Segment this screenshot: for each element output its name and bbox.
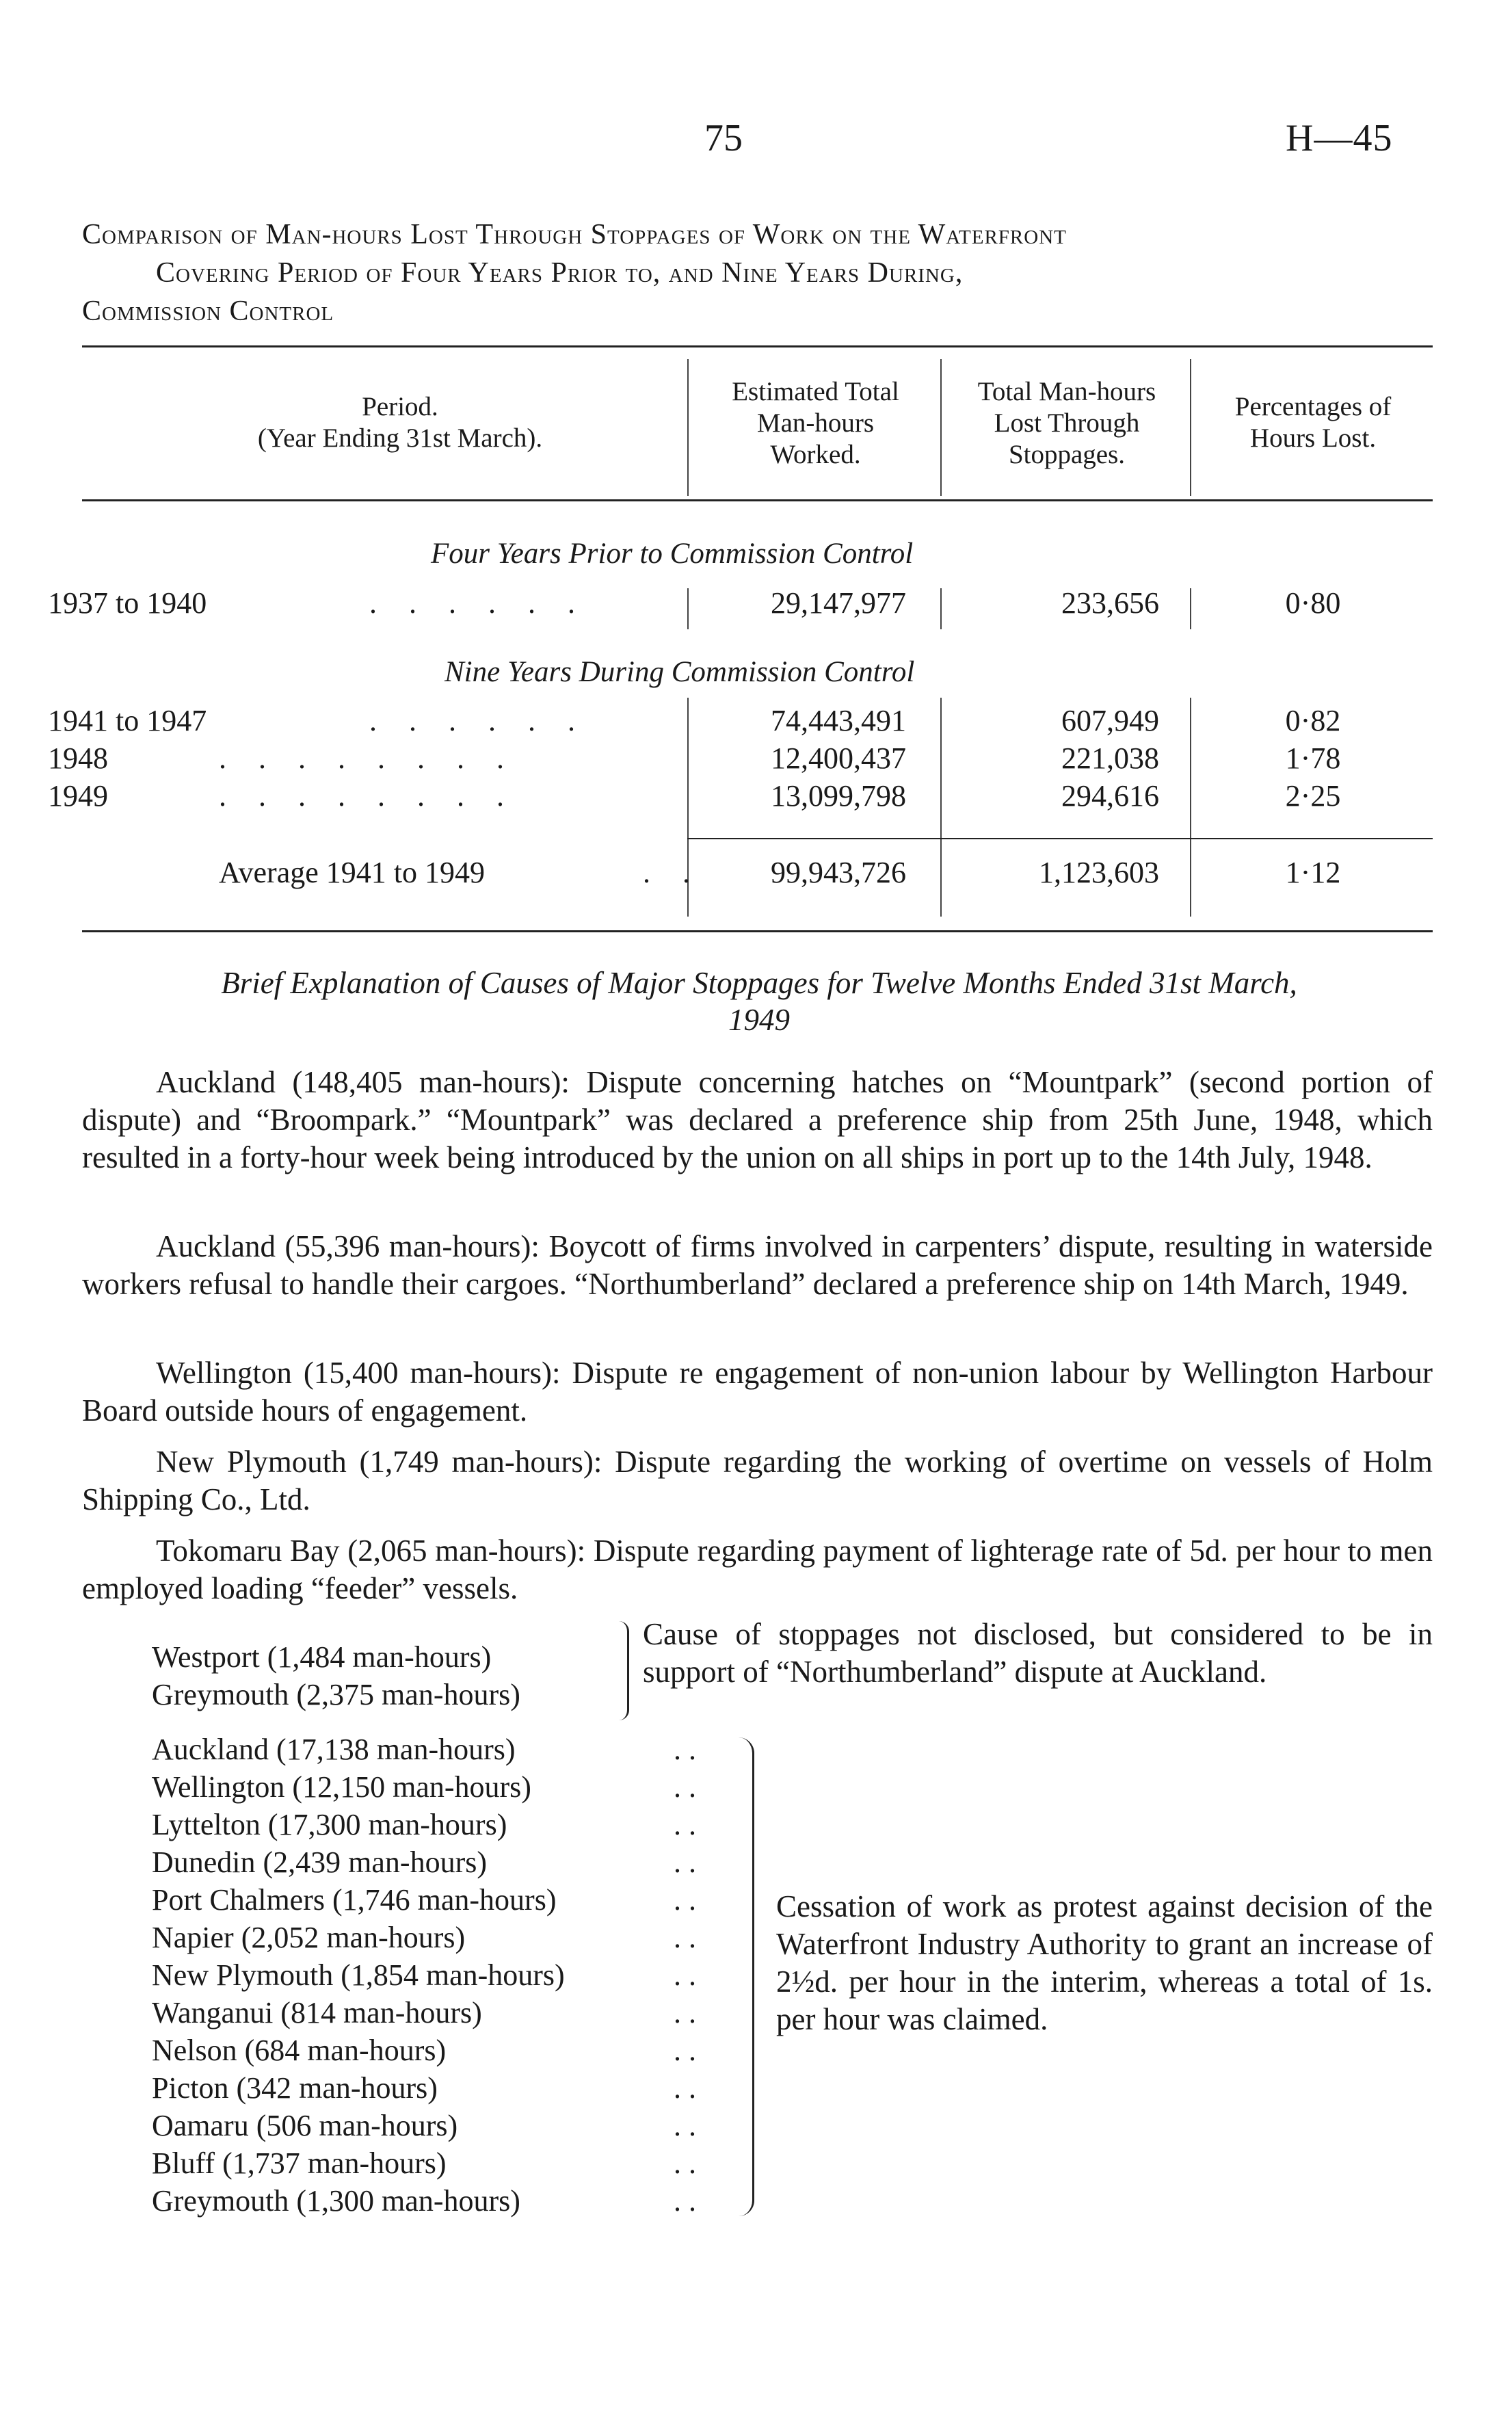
average-worked: 99,943,726 (771, 856, 906, 889)
row-lost: 607,949 (1061, 704, 1159, 737)
col-header-period (116, 391, 684, 454)
group2-port-list (152, 1731, 565, 2220)
title-line-1: Comparison of Man-hours Lost Through Stoppages of Work on the Waterfront (82, 219, 1067, 250)
explanation-heading-line: Brief Explanation of Causes of Major Stoppages for Twelve Months Ended 31st March, (221, 966, 1297, 1000)
page-number: 75 (704, 117, 743, 159)
column-divider (1190, 588, 1191, 629)
header-divider (687, 359, 689, 496)
port-entry: Bluff (1,737 man-hours) (152, 2146, 447, 2180)
group2-brace (739, 1737, 754, 2216)
explanation-heading-year: 1949 (728, 1003, 790, 1037)
port-entry: New Plymouth (1,854 man-hours) (152, 1958, 565, 1992)
col-header-percent-line: Percentages of (1234, 392, 1392, 421)
leader-dots: . . . . . . (369, 704, 587, 737)
col-header-worked-line: Man-hours (756, 408, 875, 438)
subtotal-rule (687, 838, 1433, 839)
port-entry: Greymouth (1,300 man-hours) (152, 2184, 520, 2218)
table-top-rule (82, 345, 1433, 347)
table-header-rule (82, 499, 1433, 501)
explanation-paragraph: New Plymouth (1,749 man-hours): Dispute regarding the working of overtime on vessels of Holm Shipping Co., Ltd. (82, 1445, 1433, 1516)
explanation-paragraph: Wellington (15,400 man-hours): Dispute re engagement of non-union labour by Wellington Harbour Board outside hours of engagement. (82, 1356, 1433, 1428)
port-entry: Port Chalmers (1,746 man-hours) (152, 1883, 557, 1917)
port-entry: Picton (342 man-hours) (152, 2071, 438, 2105)
port-entry: Dunedin (2,439 man-hours) (152, 1845, 488, 1879)
title-line-2: Covering Period of Four Years Prior to, and Nine Years During, (156, 257, 964, 289)
average-percent: 1·12 (1285, 856, 1341, 889)
report-reference: H—45 (1286, 117, 1393, 159)
port-entry: Napier (2,052 man-hours) (152, 1921, 466, 1954)
port-entry: Lyttelton (17,300 man-hours) (152, 1808, 507, 1841)
table-bottom-rule (82, 930, 1433, 932)
column-divider (940, 588, 942, 629)
port-entry: Auckland (17,138 man-hours) (152, 1733, 516, 1766)
col-header-period-line: Period. (362, 392, 438, 421)
leader-dots: . . . . . . . . (219, 779, 516, 813)
row-worked: 29,147,977 (771, 586, 906, 620)
row-percent: 0·82 (1285, 704, 1341, 737)
port-entry: Nelson (684 man-hours) (152, 2034, 447, 2067)
row-period: 1948 (48, 741, 108, 775)
average-lost: 1,123,603 (1039, 856, 1159, 889)
column-divider (940, 698, 942, 917)
row-worked: 13,099,798 (771, 779, 906, 813)
row-lost: 233,656 (1061, 586, 1159, 620)
section-heading-prior: Four Years Prior to Commission Control (431, 538, 914, 570)
col-header-worked-line: Worked. (770, 440, 861, 469)
col-header-percent-line: Hours Lost. (1249, 423, 1377, 453)
column-divider (1190, 698, 1191, 917)
leader-dots: . . . . . . . . (219, 741, 516, 775)
row-worked: 12,400,437 (771, 741, 906, 775)
column-divider (687, 588, 689, 629)
row-lost: 294,616 (1061, 779, 1159, 813)
col-header-worked-line: Estimated Total (732, 377, 899, 406)
group2-note: Cessation of work as protest against decision of the Waterfront Industry Authority to grant an increase of 2½d. per hour in the interim, whereas a total of 1s. per hour was claimed. (776, 1889, 1433, 2036)
title-line-3: Commission Control (82, 295, 334, 327)
row-percent: 1·78 (1285, 741, 1341, 775)
header-divider (940, 359, 942, 496)
col-header-lost-line: Total Man-hours (977, 377, 1156, 406)
row-period: 1949 (48, 779, 108, 813)
explanation-paragraph: Tokomaru Bay (2,065 man-hours): Dispute regarding payment of lighterage rate of 5d. per hour to men employed loading “feeder” vessels. (82, 1534, 1433, 1605)
group2-leader-dots: . . . . . . . . . . . . . . . . . . . . . . . . . . (674, 1733, 696, 2218)
col-header-worked (691, 376, 940, 471)
port-entry: Westport (1,484 man-hours) (152, 1640, 492, 1674)
col-header-percent (1193, 391, 1433, 454)
col-header-period-line: (Year Ending 31st March). (257, 423, 543, 453)
explanation-paragraph: Auckland (55,396 man-hours): Boycott of firms involved in carpenters’ dispute, resulting in waterside workers refusal to handle their cargoes. “Northumberland” declared a preference ship on 14th March, 1949. (82, 1229, 1433, 1301)
row-percent: 2·25 (1285, 779, 1341, 813)
row-worked: 74,443,491 (771, 704, 906, 737)
row-percent: 0·80 (1285, 586, 1341, 620)
explanation-heading (82, 964, 1436, 1038)
col-header-lost-line: Lost Through (994, 408, 1140, 438)
section-heading-during: Nine Years During Commission Control (445, 656, 915, 688)
port-entry: Wanganui (814 man-hours) (152, 1996, 482, 2029)
port-entry: Wellington (12,150 man-hours) (152, 1770, 531, 1804)
leader-dots: . . (643, 856, 702, 889)
row-period: 1941 to 1947 (48, 704, 207, 737)
leader-dots: . . . . . . (369, 586, 587, 620)
explanation-paragraph: Auckland (148,405 man-hours): Dispute concerning hatches on “Mountpark” (second portion of dispute) and “Broompark.” “Mountpark” was declared a preference ship from 25th June, 1948, which resulted in a forty-hour week being introduced by the union on all ships in port up to the 14th July, 1948. (82, 1065, 1433, 1174)
group1-port-list (152, 1638, 520, 1713)
row-period: 1937 to 1940 (48, 586, 207, 620)
page-title (82, 215, 1436, 330)
header-divider (1190, 359, 1191, 496)
col-header-lost-line: Stoppages. (1008, 440, 1126, 469)
port-entry: Greymouth (2,375 man-hours) (152, 1678, 520, 1711)
col-header-lost (944, 376, 1190, 471)
row-lost: 221,038 (1061, 741, 1159, 775)
average-label: Average 1941 to 1949 (219, 856, 485, 889)
port-entry: Oamaru (506 man-hours) (152, 2109, 458, 2142)
group1-brace (619, 1621, 629, 1720)
group1-note: Cause of stoppages not disclosed, but considered to be in support of “Northumberland” dispute at Auckland. (643, 1617, 1433, 1689)
